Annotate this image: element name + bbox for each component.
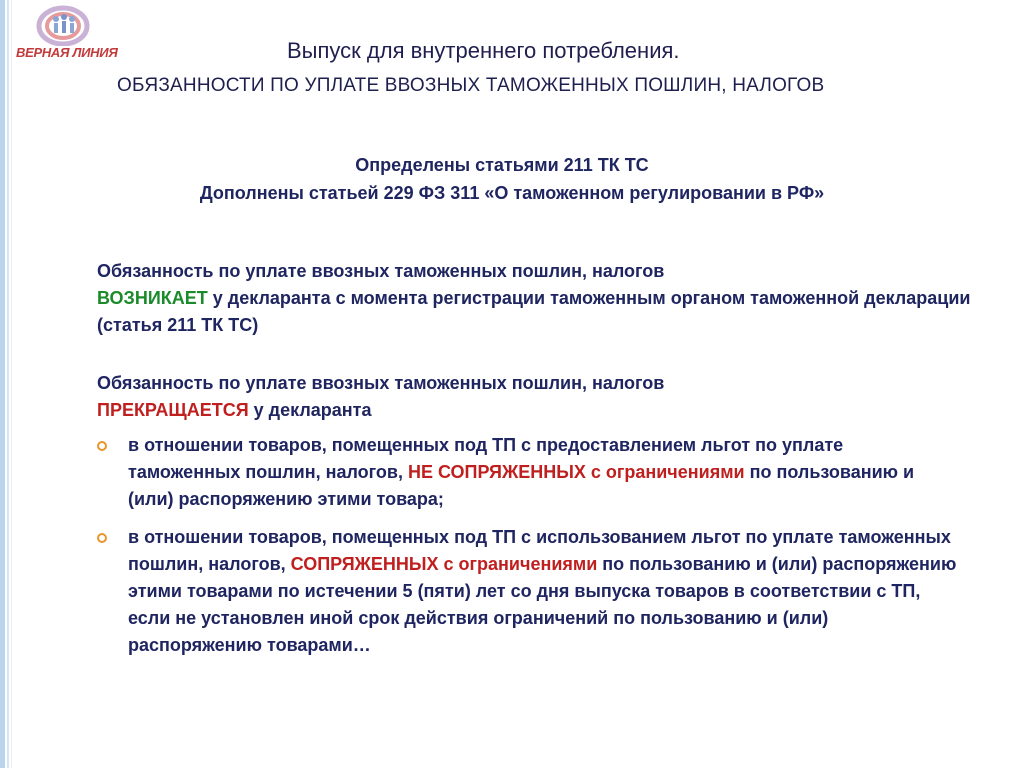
logo-text: ВЕРНАЯ ЛИНИЯ bbox=[16, 45, 118, 60]
list-item bbox=[128, 432, 958, 513]
left-accent-bar-thin bbox=[7, 0, 9, 768]
left-accent-bar-hairline bbox=[11, 0, 12, 768]
slide-title: Выпуск для внутреннего потребления. bbox=[287, 38, 680, 63]
slide-subtitle-caps: ОБЯЗАННОСТИ ПО УПЛАТЕ ВВОЗНЫХ ТАМОЖЕННЫХ ПОШЛИН, НАЛОГОВ bbox=[117, 75, 825, 96]
left-accent-bar bbox=[0, 0, 5, 768]
bullet-circle-icon bbox=[97, 533, 107, 543]
bullet-circle-icon bbox=[97, 441, 107, 451]
paragraph-intro: Обязанность по уплате ввозных таможенных пошлин, налогов bbox=[97, 373, 665, 393]
logo-emblem-icon bbox=[34, 4, 92, 46]
bullet-text-after: по пользованию и (или) распоряжению этими товара; bbox=[128, 462, 915, 509]
paragraph-rest: у декларанта bbox=[248, 400, 372, 420]
obligation-arises-paragraph bbox=[97, 258, 977, 339]
obligation-ends-paragraph bbox=[97, 370, 977, 424]
company-logo bbox=[16, 4, 116, 66]
paragraph-rest: у декларанта с момента регистрации таможенным органом таможенной декларации (статья 211 ТК ТС) bbox=[97, 288, 971, 335]
bullet-text-before: в отношении товаров, помещенных под ТП с использованием льгот по уплате таможенных пошлин, налогов, bbox=[128, 527, 951, 574]
defined-by-line: Определены статьями 211 ТК ТС bbox=[355, 155, 649, 175]
list-item bbox=[128, 524, 958, 659]
keyword-arises: ВОЗНИКАЕТ bbox=[97, 288, 208, 308]
supplemented-by-line: Дополнены статьей 229 ФЗ 311 «О таможенном регулировании в РФ» bbox=[199, 183, 825, 203]
keyword-ends: ПРЕКРАЩАЕТСЯ bbox=[97, 400, 249, 420]
bullet-text-after: по пользованию и (или) распоряжению этими товарами по истечении 5 (пяти) лет со дня выпуска товаров в соответствии с ТП, если не установлен иной срок действия ограничений по пользованию и (или) распоряжению товарами… bbox=[128, 554, 957, 655]
paragraph-intro: Обязанность по уплате ввозных таможенных пошлин, налогов bbox=[97, 261, 665, 281]
bullet-text-before: в отношении товаров, помещенных под ТП с предоставлением льгот по уплате таможенных пошлин, налогов, bbox=[128, 435, 844, 482]
bullet-highlight: СОПРЯЖЕННЫХ с ограничениями bbox=[290, 554, 598, 574]
bullet-highlight: НЕ СОПРЯЖЕННЫХ с ограничениями bbox=[407, 462, 745, 482]
